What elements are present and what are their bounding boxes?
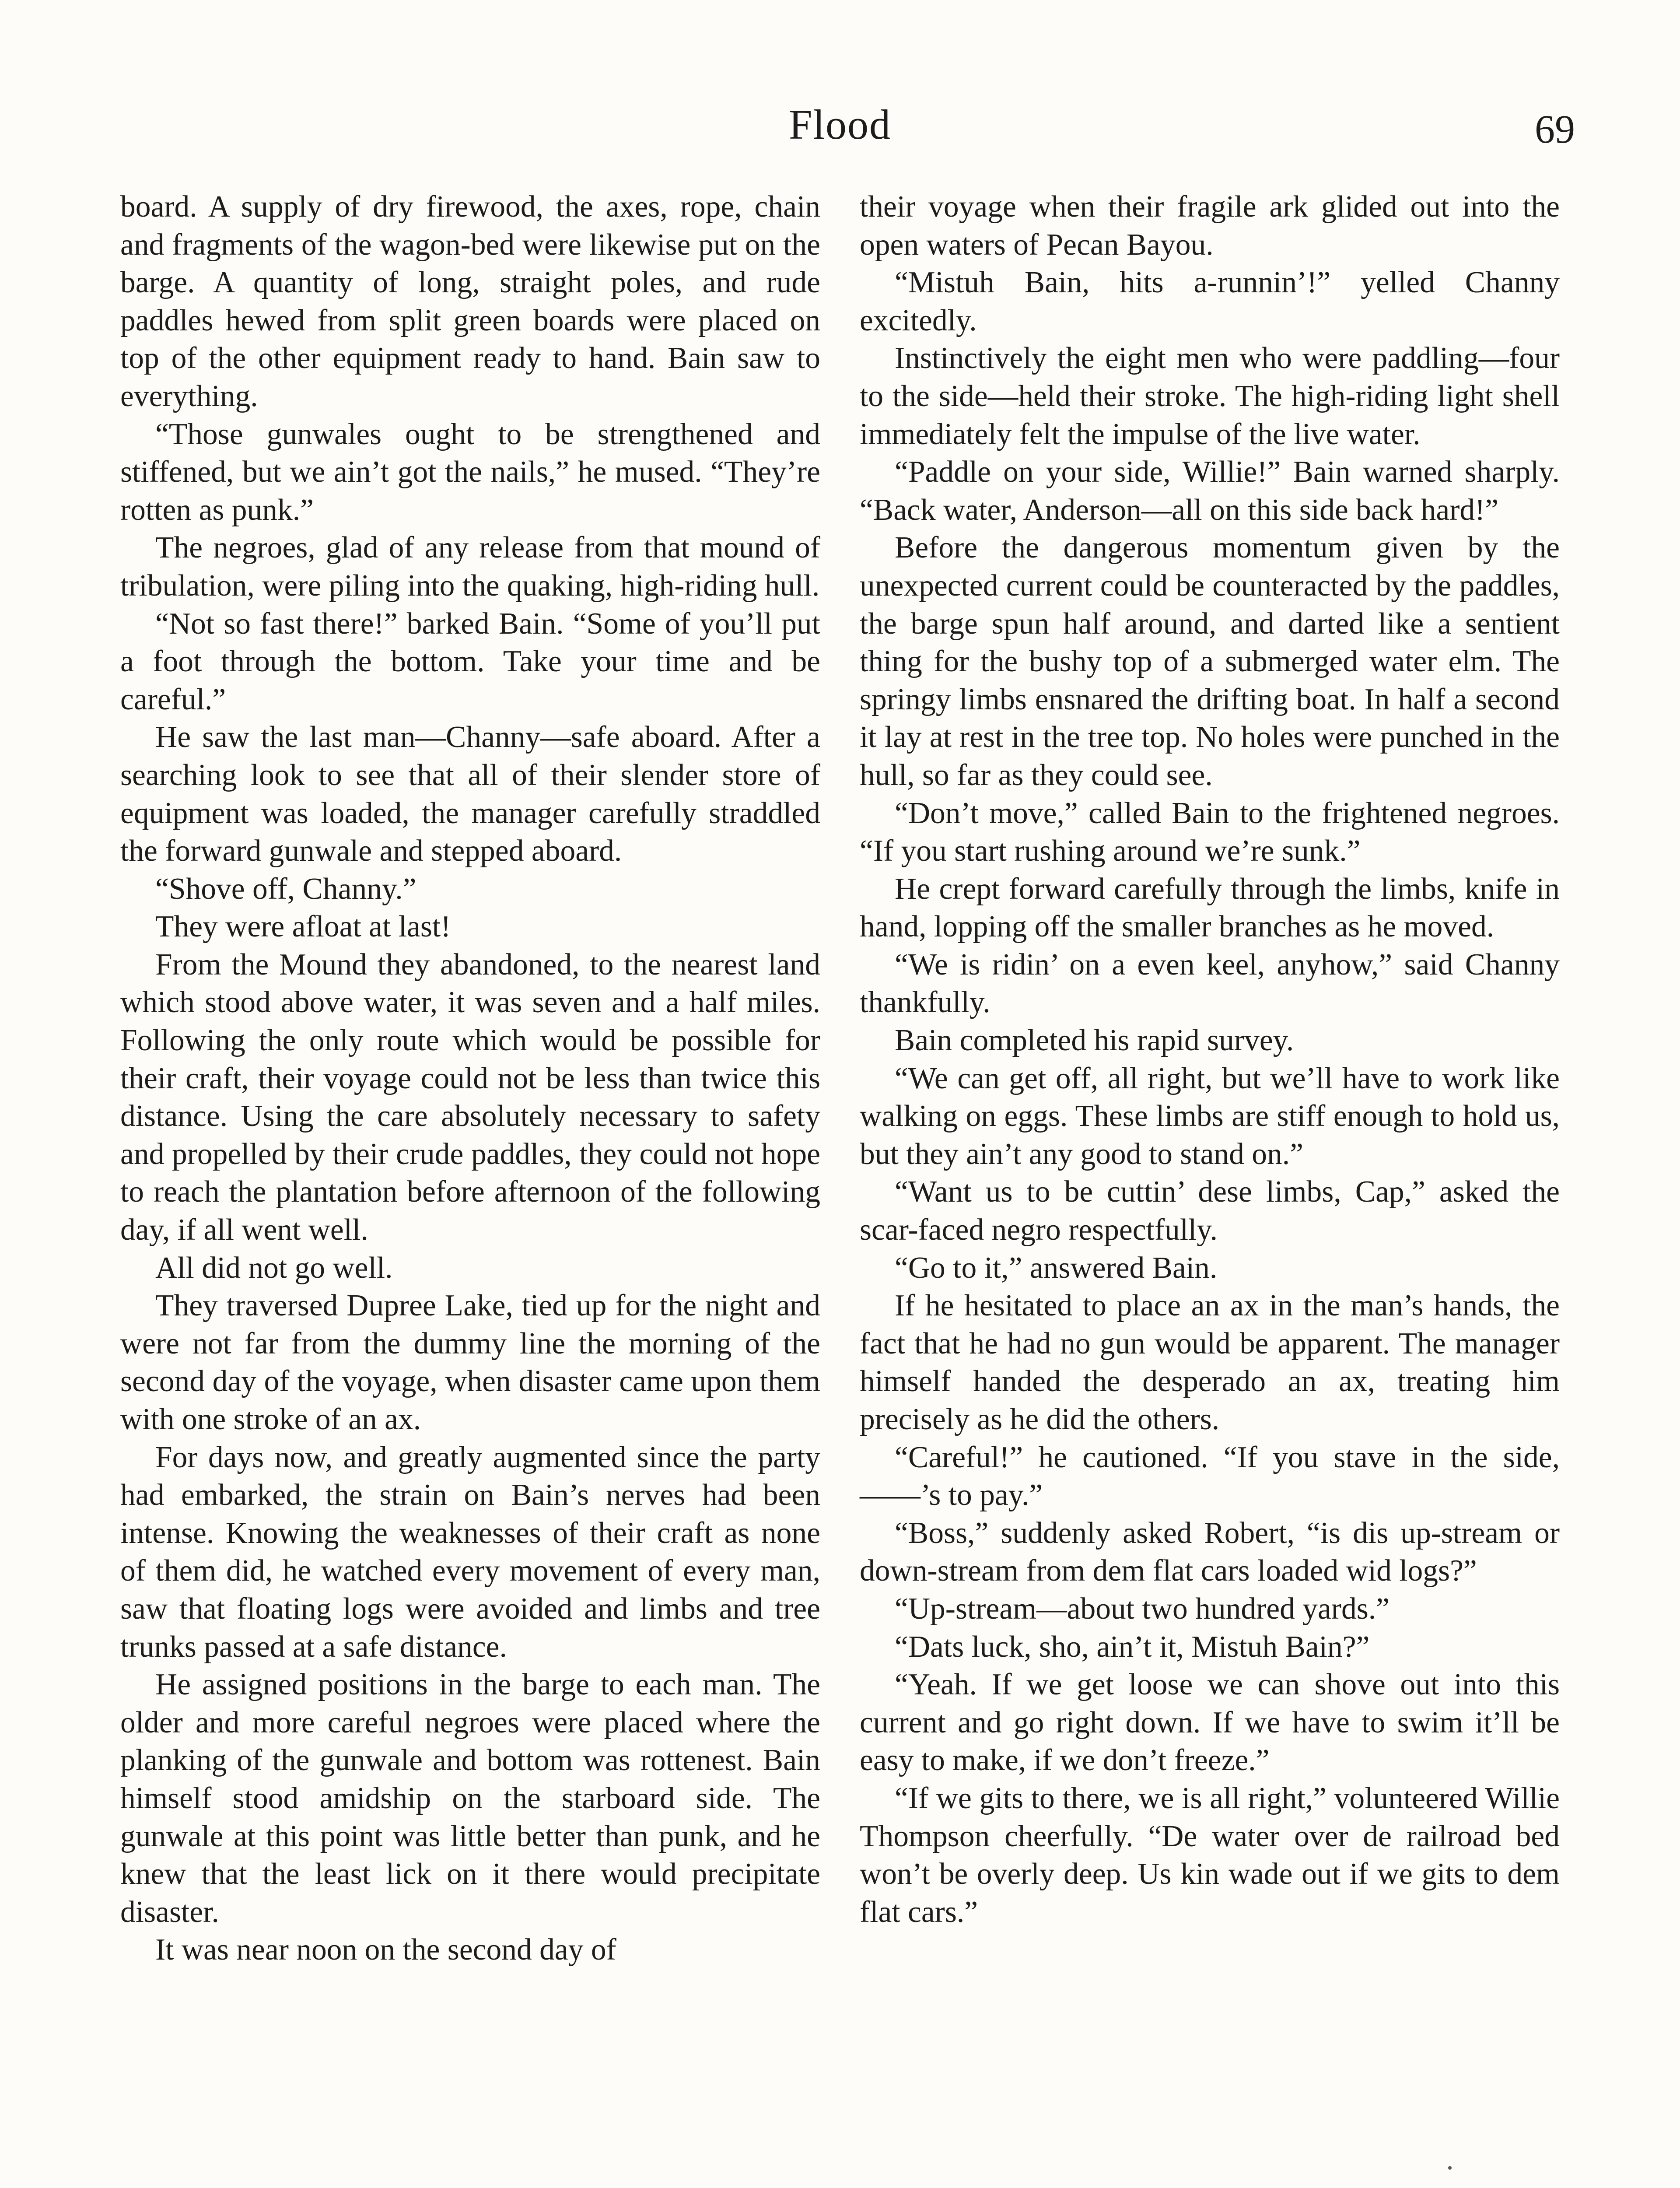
paragraph: For days now, and greatly augmented since the party had embarked, the strain on Bain’s nerves had been intense. Knowing the weaknesses of their craft as none of them did, he watched every movement of every man, saw that floating logs were avoided and limbs and tree trunks passed at a safe distance.	[120, 1440, 820, 1664]
paragraph: “Don’t move,” called Bain to the frightened negroes. “If you start rushing around we’re sunk.”	[860, 796, 1560, 868]
chapter-title: Flood	[788, 101, 892, 148]
paragraph: “Paddle on your side, Willie!” Bain warned sharply. “Back water, Anderson—all on this side back hard!”	[860, 455, 1560, 527]
paragraph: “Want us to be cuttin’ dese limbs, Cap,” asked the scar-faced negro respectfully.	[860, 1175, 1560, 1247]
left-text-column	[120, 188, 820, 1969]
paragraph: Before the dangerous momentum given by the unexpected current could be counteracted by the paddles, the barge spun half around, and darted like a sentient thing for the bushy top of a submerged water elm. The springy limbs ensnared the drifting boat. In half a second it lay at rest in the tree top. No holes were punched in the hull, so far as they could see.	[860, 531, 1560, 792]
paragraph: “Careful!” he cautioned. “If you stave in the side, ——’s to pay.”	[860, 1440, 1560, 1512]
paragraph: “Those gunwales ought to be strengthened and stiffened, but we ain’t got the nails,” he mused. “They’re rotten as punk.”	[120, 417, 820, 527]
paragraph: “Dats luck, sho, ain’t it, Mistuh Bain?”	[895, 1630, 1370, 1664]
paragraph: The negroes, glad of any release from that mound of tribulation, were piling into the quaking, high-riding hull.	[120, 531, 820, 603]
running-head	[0, 74, 1680, 162]
paragraph: From the Mound they abandoned, to the nearest land which stood above water, it was seven and a half miles. Following the only route which would be possible for their craft, their voyage could not be less than twice this distance. Using the care absolutely necessary to safety and propelled by their crude paddles, they could not hope to reach the plantation before afternoon of the following day, if all went well.	[120, 947, 820, 1247]
paragraph: It was near noon on the second day of	[155, 1933, 616, 1967]
paragraph: “We can get off, all right, but we’ll have to work like walking on eggs. These limbs are stiff enough to hold us, but they ain’t any good to stand on.”	[860, 1061, 1560, 1171]
paragraph: “Mistuh Bain, hits a-runnin’!” yelled Channy excitedly.	[860, 266, 1560, 337]
paragraph: “Up-stream—about two hundred yards.”	[895, 1592, 1390, 1626]
paragraph: All did not go well.	[155, 1251, 393, 1285]
paragraph: Instinctively the eight men who were paddling—four to the side—held their stroke. The high-riding light shell immediately felt the impulse of the live water.	[860, 341, 1560, 451]
paragraph: “Yeah. If we get loose we can shove out into this current and go right down. If we have to swim it’ll be easy to make, if we don’t freeze.”	[860, 1668, 1560, 1778]
page-number: 69	[1535, 107, 1575, 151]
paragraph: “Shove off, Channy.”	[155, 872, 416, 906]
paragraph: “Not so fast there!” barked Bain. “Some of you’ll put a foot through the bottom. Take your time and be careful.”	[120, 607, 820, 716]
paragraph: He assigned positions in the barge to each man. The older and more careful negroes were placed where the planking of the gunwale and bottom was rottenest. Bain himself stood amidship on the starboard side. The gunwale at this point was little better than punk, and he knew that the least lick on it there would precipitate disaster.	[120, 1668, 820, 1929]
paragraph: “Go to it,” answered Bain.	[895, 1251, 1218, 1285]
paragraph: “If we gits to there, we is all right,” volunteered Willie Thompson cheerfully. “De water over de railroad bed won’t be overly deep. Us kin wade out if we gits to dem flat cars.”	[860, 1781, 1560, 1929]
paragraph: board. A supply of dry firewood, the axes, rope, chain and fragments of the wagon-bed were likewise put on the barge. A quantity of long, straight poles, and rude paddles hewed from split green boards were placed on top of the other equipment ready to hand. Bain saw to everything.	[120, 190, 820, 413]
paragraph: He crept forward carefully through the limbs, knife in hand, lopping off the smaller branches as he moved.	[860, 872, 1560, 944]
paragraph: They traversed Dupree Lake, tied up for the night and were not far from the dummy line the morning of the second day of the voyage, when disaster came upon them with one stroke of an ax.	[120, 1289, 820, 1436]
paragraph: He saw the last man—Channy—safe aboard. After a searching look to see that all of their slender store of equipment was loaded, the manager carefully straddled the forward gunwale and stepped aboard.	[120, 720, 820, 868]
paragraph: If he hesitated to place an ax in the man’s hands, the fact that he had no gun would be apparent. The manager himself handed the desperado an ax, treating him precisely as he did the others.	[860, 1289, 1560, 1436]
paragraph: their voyage when their fragile ark glided out into the open waters of Pecan Bayou.	[860, 190, 1560, 262]
paragraph: They were afloat at last!	[155, 910, 451, 944]
paragraph: “Boss,” suddenly asked Robert, “is dis up-stream or down-stream from dem flat cars loaded wid logs?”	[860, 1516, 1560, 1588]
right-text-column	[860, 188, 1560, 1931]
paragraph: Bain completed his rapid survey.	[895, 1024, 1294, 1058]
paragraph: “We is ridin’ on a even keel, anyhow,” said Channy thankfully.	[860, 947, 1560, 1020]
print-speck	[1448, 2166, 1452, 2170]
